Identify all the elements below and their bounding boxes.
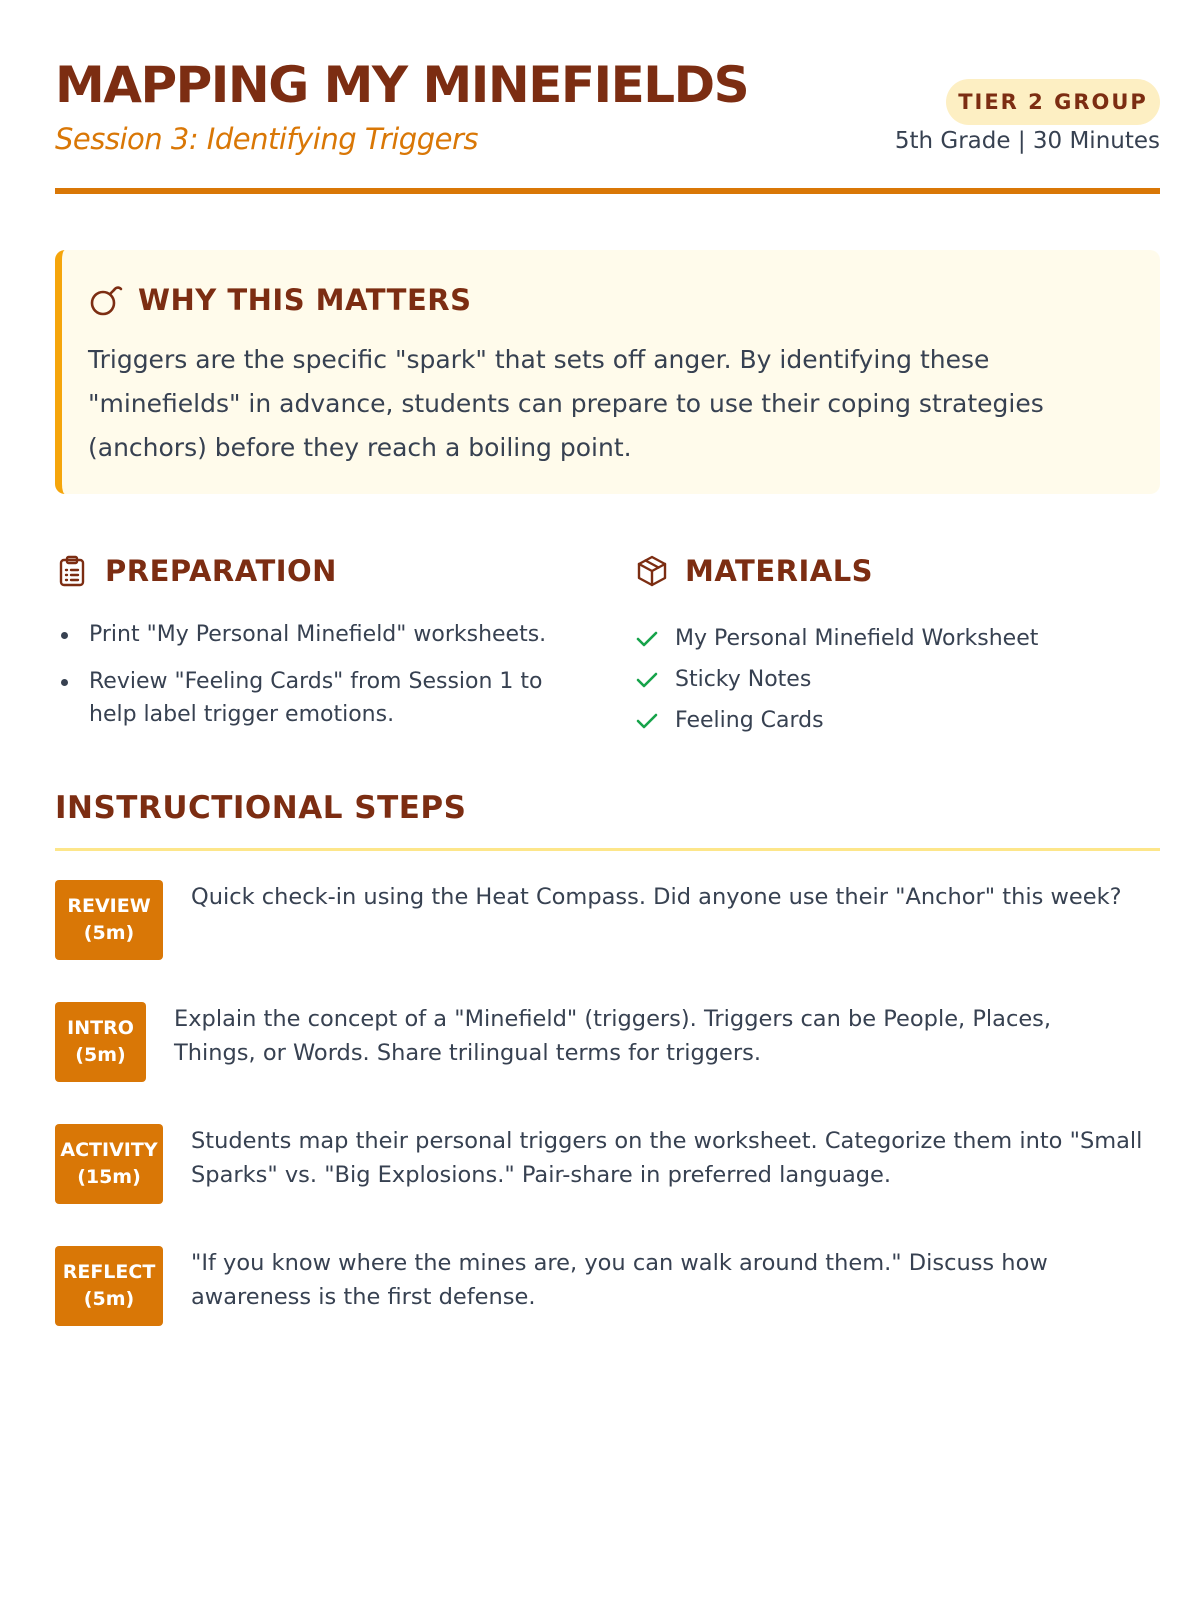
step-badge xyxy=(55,1002,146,1082)
materials-list xyxy=(635,618,1135,741)
preparation-heading xyxy=(55,554,337,588)
tier-badge: TIER 2 GROUP xyxy=(946,79,1160,125)
step-duration: (5m) xyxy=(75,1044,126,1066)
why-heading xyxy=(88,282,472,318)
step-review xyxy=(55,880,1160,960)
step-label: REFLECT xyxy=(62,1261,156,1283)
material-label: Sticky Notes xyxy=(675,667,812,692)
box-icon xyxy=(635,554,669,588)
step-text: Students map their personal triggers on the worksheet. Categorize them into "Small Sparks" vs. "Big Explosions." Pair-share in preferred language. xyxy=(191,1128,1143,1188)
step-reflect xyxy=(55,1246,1160,1326)
lesson-plan-page xyxy=(55,0,1160,1600)
material-label: Feeling Cards xyxy=(675,708,824,733)
step-badge xyxy=(55,1246,163,1326)
list-item: Print "My Personal Minefield" worksheets. xyxy=(55,618,555,651)
step-duration: (5m) xyxy=(83,1288,135,1310)
list-item xyxy=(635,700,1135,741)
materials-title: MATERIALS xyxy=(685,554,874,588)
check-icon xyxy=(635,627,659,651)
step-text: Explain the concept of a "Minefield" (triggers). Triggers can be People, Places, Things, or Words. Share trilingual terms for triggers. xyxy=(174,1006,1052,1066)
list-item xyxy=(635,659,1135,700)
instructional-steps-title: INSTRUCTIONAL STEPS xyxy=(55,790,467,826)
grade-duration-meta: 5th Grade | 30 Minutes xyxy=(894,128,1160,154)
list-item: Review "Feeling Cards" from Session 1 to help label trigger emotions. xyxy=(55,665,555,731)
step-label: REVIEW xyxy=(67,895,151,917)
why-this-matters-callout xyxy=(55,250,1160,494)
step-label: ACTIVITY xyxy=(60,1139,158,1161)
check-icon xyxy=(635,709,659,733)
step-badge xyxy=(55,880,163,960)
step-duration: (15m) xyxy=(77,1166,141,1188)
clipboard-icon xyxy=(55,554,89,588)
bomb-icon xyxy=(88,282,124,318)
material-label: My Personal Minefield Worksheet xyxy=(675,626,1039,651)
step-text: "If you know where the mines are, you can walk around them." Discuss how awareness is the first defense. xyxy=(191,1250,1048,1310)
lesson-header xyxy=(55,52,1160,194)
step-intro xyxy=(55,1002,1160,1082)
why-title: WHY THIS MATTERS xyxy=(138,283,472,317)
materials-heading xyxy=(635,554,873,588)
session-subtitle: Session 3: Identifying Triggers xyxy=(55,122,478,156)
preparation-list xyxy=(55,618,555,745)
step-text: Quick check-in using the Heat Compass. Did anyone use their "Anchor" this week? xyxy=(191,884,1122,910)
preparation-title: PREPARATION xyxy=(105,554,337,588)
why-body: Triggers are the specific "spark" that sets off anger. By identifying these "minefields" in advance, students can prepare to use their coping strategies (anchors) before they reach a boiling point. xyxy=(88,345,1044,462)
step-badge xyxy=(55,1124,163,1204)
step-label: INTRO xyxy=(67,1017,134,1039)
list-item xyxy=(635,618,1135,659)
step-duration: (5m) xyxy=(83,922,135,944)
step-activity xyxy=(55,1124,1160,1204)
lesson-title: MAPPING MY MINEFIELDS xyxy=(55,56,749,114)
check-icon xyxy=(635,668,659,692)
divider xyxy=(55,848,1160,851)
